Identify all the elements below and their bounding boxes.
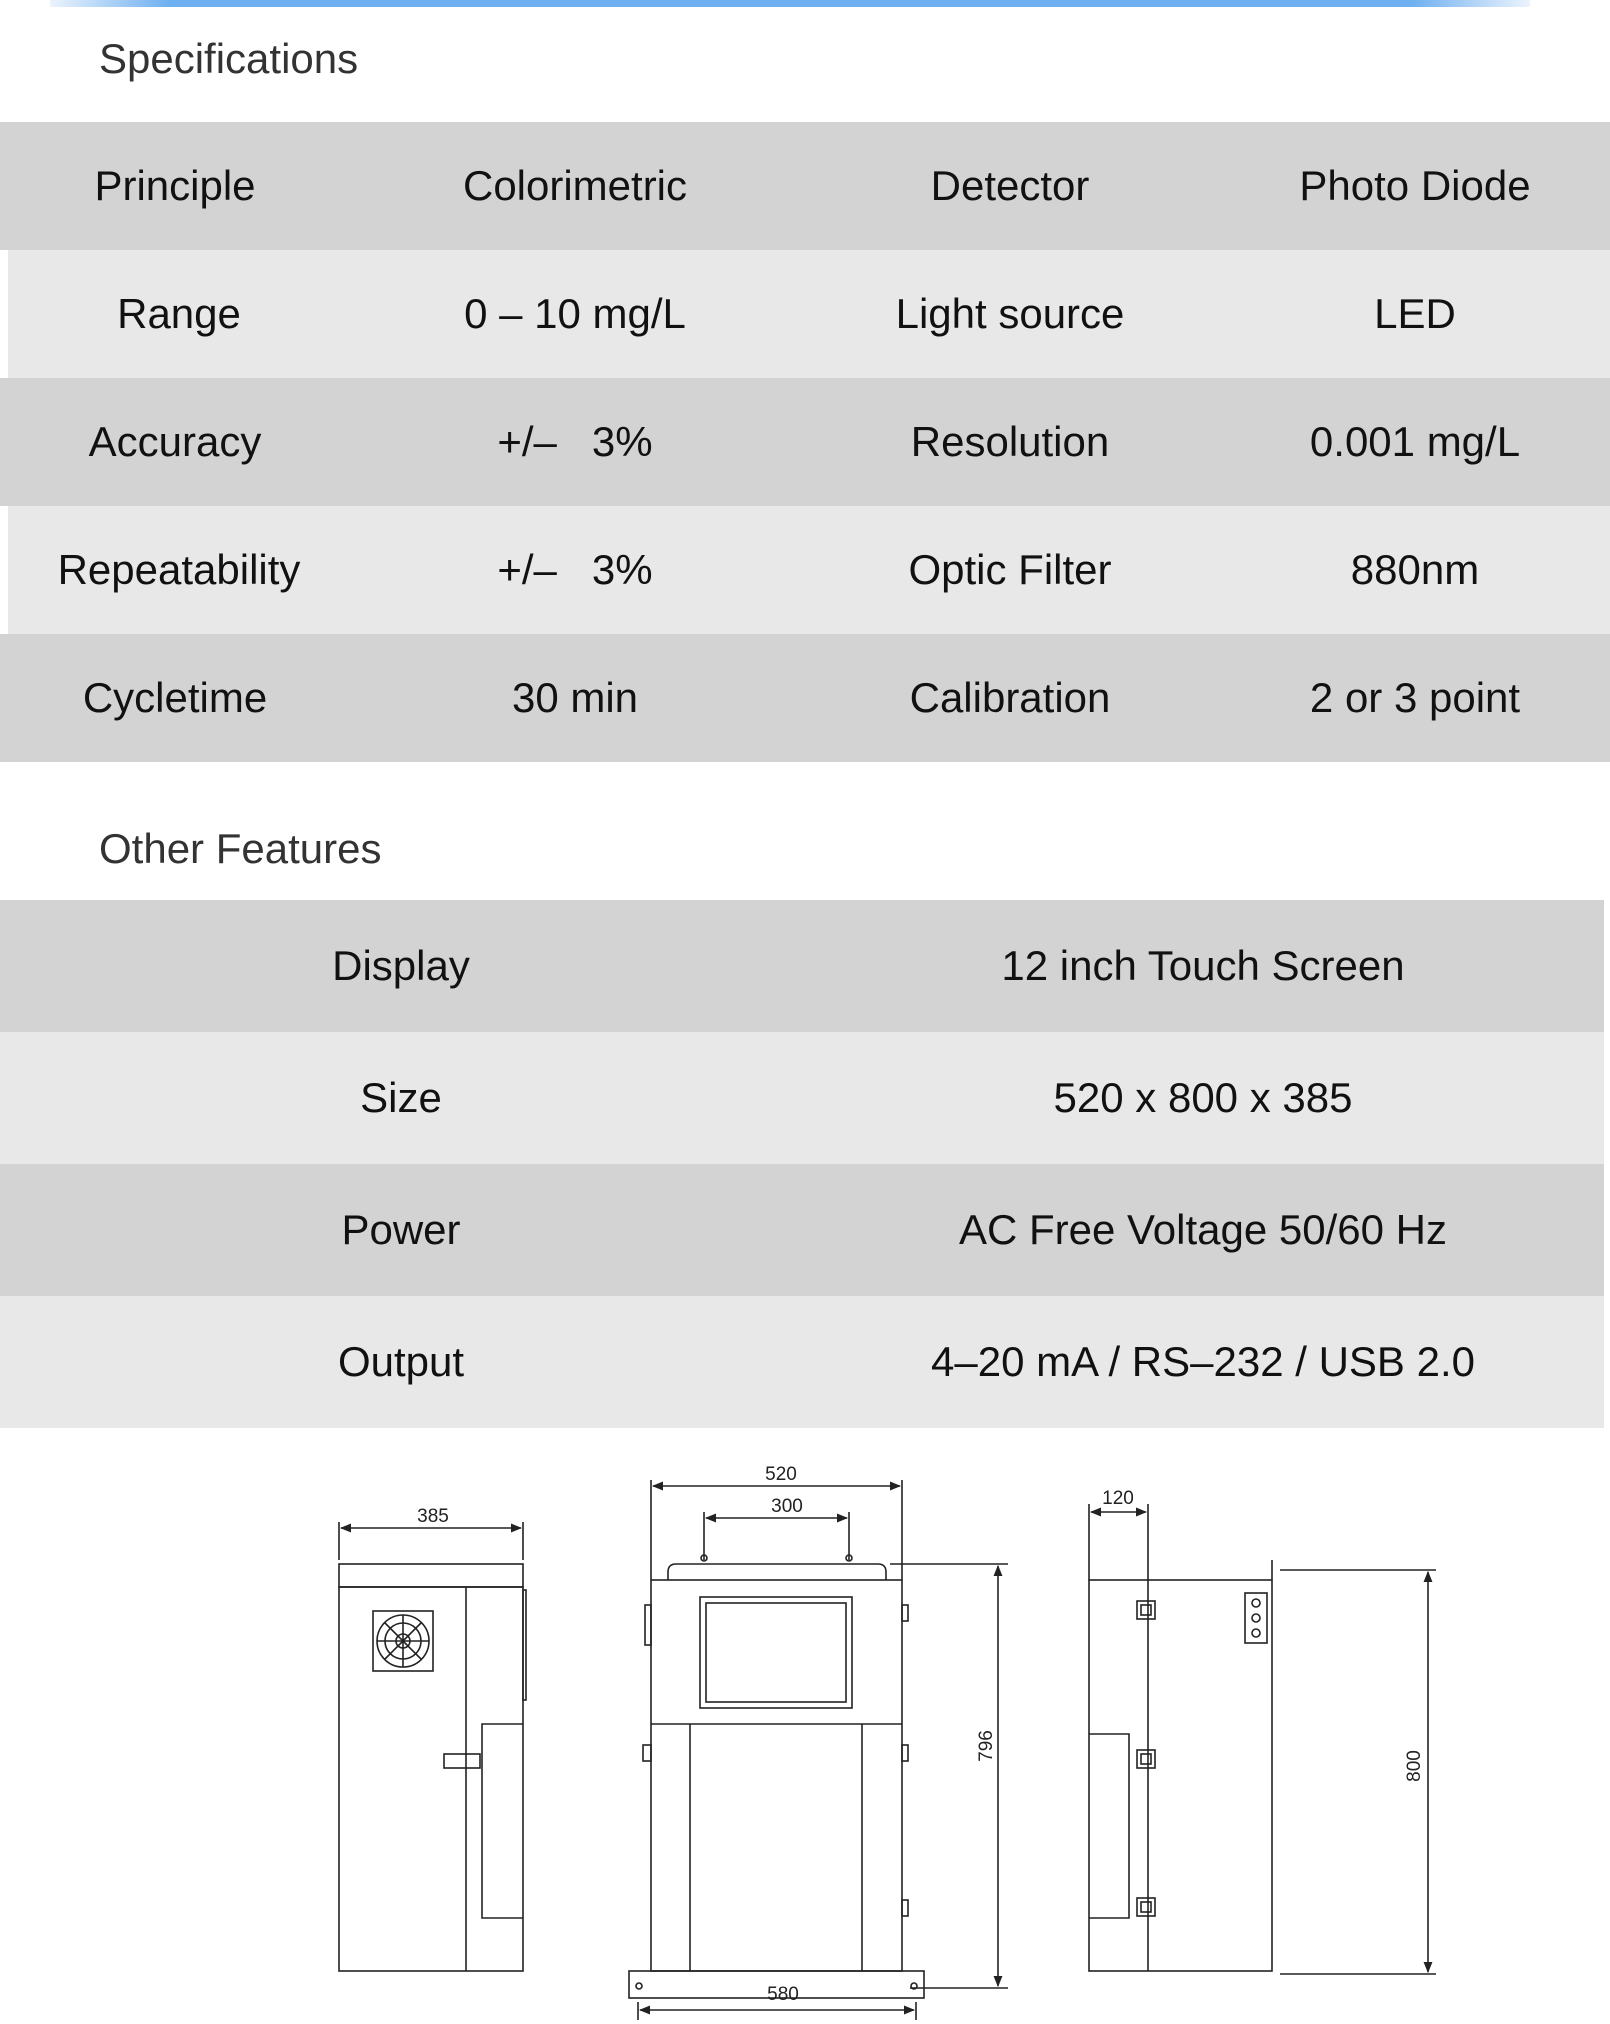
specifications-table	[0, 122, 1610, 762]
feature-value: 520 x 800 x 385	[1053, 1074, 1353, 1121]
feature-label: Display	[332, 942, 470, 989]
spec-label: Range	[117, 290, 241, 337]
side-width-label: 385	[417, 1506, 449, 1527]
spec-value: Colorimetric	[462, 162, 688, 209]
feature-value: 4–20 mA / RS–232 / USB 2.0	[931, 1338, 1475, 1385]
spec-value: +/– 3%	[497, 418, 653, 465]
spec-label: Repeatability	[57, 546, 301, 593]
spec-value: 0.001 mg/L	[1309, 418, 1521, 465]
spec-label: Optic Filter	[908, 546, 1112, 593]
rear-height-label: 800	[1404, 1750, 1425, 1782]
rear-depth-label: 120	[1102, 1488, 1134, 1509]
fan-icon	[373, 1611, 433, 1671]
feature-label: Size	[360, 1074, 442, 1121]
table-row	[8, 506, 1610, 634]
spec-label: Resolution	[910, 418, 1110, 465]
spec-value: 880nm	[1350, 546, 1480, 593]
table-row	[0, 122, 1610, 250]
feature-label: Power	[341, 1206, 461, 1253]
base-width-label: 580	[767, 1984, 799, 2005]
side-view	[339, 1522, 526, 1971]
other-features-title: Other Features	[99, 825, 382, 872]
spec-value: LED	[1374, 290, 1456, 337]
table-row	[0, 1032, 1604, 1164]
table-row	[0, 900, 1604, 1032]
table-row	[0, 378, 1610, 506]
top-accent-bar	[50, 0, 1530, 7]
feature-value: AC Free Voltage 50/60 Hz	[959, 1206, 1447, 1253]
spec-label: Light source	[895, 290, 1125, 337]
table-row	[8, 250, 1610, 378]
front-height-label: 796	[976, 1730, 997, 1762]
spec-value: Photo Diode	[1299, 162, 1531, 209]
spec-value: 2 or 3 point	[1309, 674, 1521, 721]
front-inner-width-label: 300	[771, 1496, 803, 1517]
spec-value: +/– 3%	[497, 546, 653, 593]
dimension-drawing	[0, 1440, 1610, 2020]
spec-label: Accuracy	[88, 418, 262, 465]
spec-label: Detector	[930, 162, 1090, 209]
table-row	[0, 1164, 1604, 1296]
front-width-label: 520	[765, 1464, 797, 1485]
spec-label: Calibration	[909, 674, 1111, 721]
rear-view	[1089, 1504, 1436, 1974]
spec-value: 0 – 10 mg/L	[464, 290, 686, 337]
feature-value: 12 inch Touch Screen	[1001, 942, 1405, 989]
other-features-table	[0, 900, 1604, 1428]
spec-label: Cycletime	[82, 674, 268, 721]
specifications-title: Specifications	[99, 35, 359, 82]
spec-value: 30 min	[511, 674, 639, 721]
table-row	[0, 634, 1610, 762]
feature-label: Output	[337, 1338, 465, 1385]
spec-label: Principle	[94, 162, 256, 209]
table-row	[0, 1296, 1604, 1428]
front-view	[629, 1480, 1008, 2020]
